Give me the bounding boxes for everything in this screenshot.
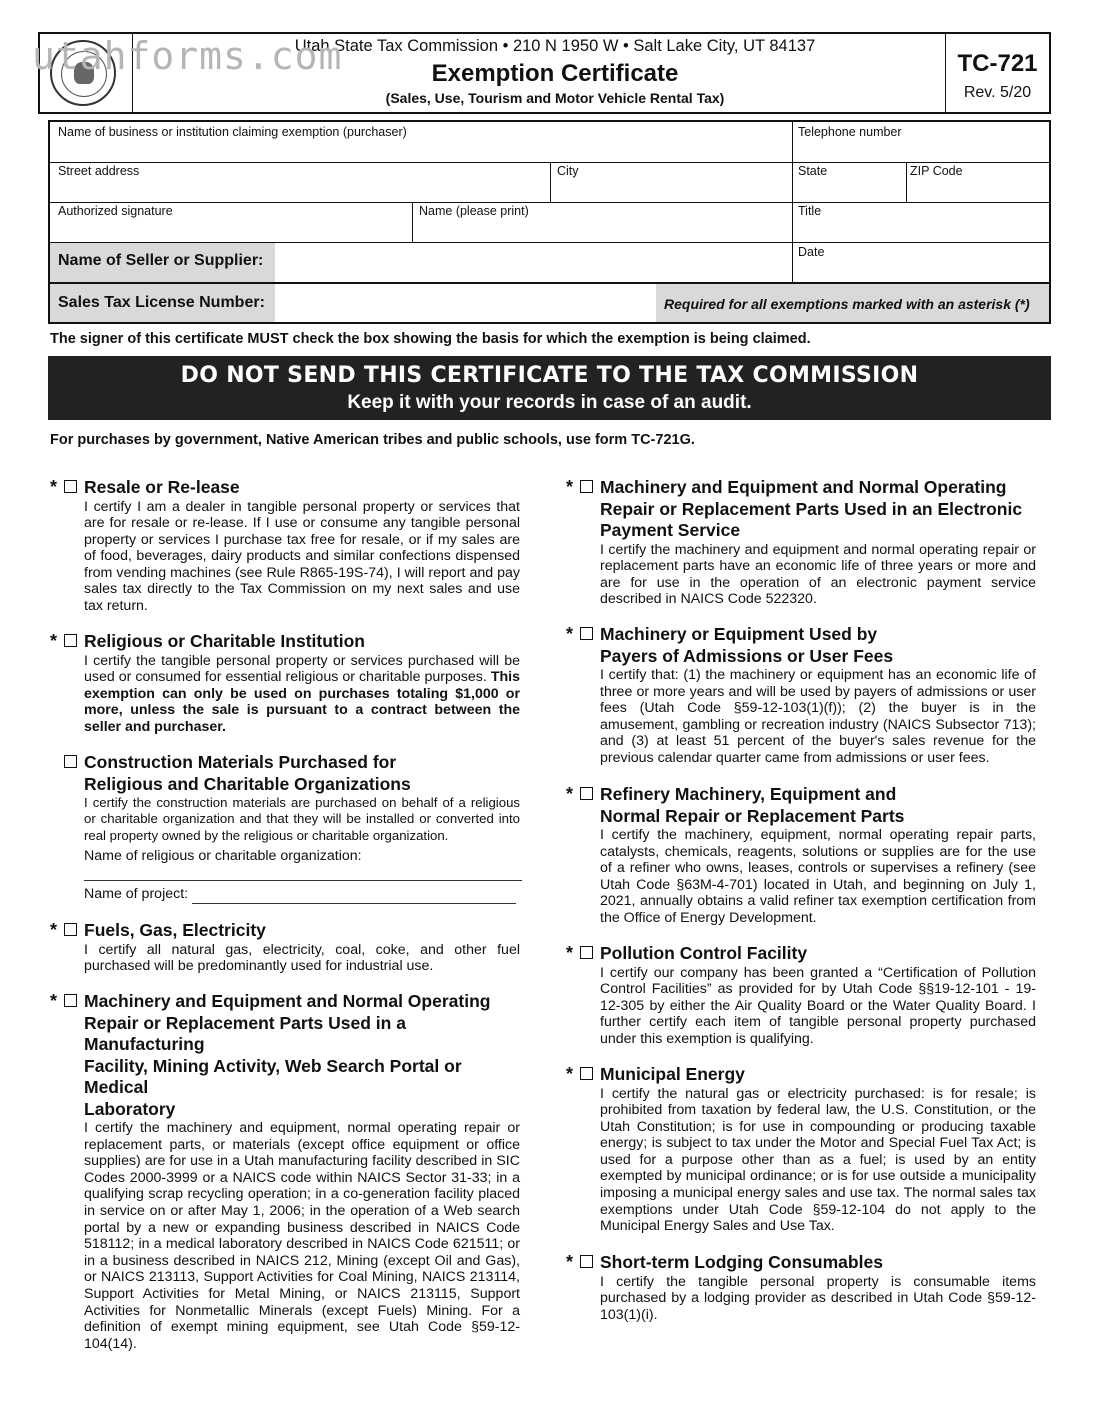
religious-section: [50, 631, 520, 735]
seller-name-label: Name of Seller or Supplier:: [58, 252, 264, 269]
asterisk: *: [50, 631, 58, 651]
resale-checkbox[interactable]: [64, 480, 77, 493]
admissions-section: [566, 624, 1036, 767]
sales-tax-license-input[interactable]: [276, 284, 656, 322]
city-field[interactable]: City: [557, 164, 579, 178]
construction-checkbox[interactable]: [64, 755, 77, 768]
manufacturing-title-line4: Laboratory: [84, 1098, 176, 1119]
asterisk: *: [566, 624, 574, 644]
project-name-input[interactable]: [192, 889, 516, 904]
construction-text: I certify the construction materials are purchased on behalf of a religious or charitable organization and that they will be installed or converted into real property owned by the religious or charitable organization.: [84, 795, 520, 843]
project-name-label: Name of project:: [84, 886, 189, 903]
lodging-title: Short-term Lodging Consumables: [600, 1252, 883, 1272]
form-revision: Rev. 5/20: [963, 84, 1032, 101]
state-field[interactable]: State: [798, 164, 828, 178]
religious-bold-text: This exemption can only be used on purchases totaling $1,000 or more, unless the sale is pursuant to a contract between the seller and purchaser.: [84, 669, 520, 735]
refinery-section: [566, 784, 1036, 927]
page-title: Exemption Certificate: [431, 60, 679, 87]
manufacturing-checkbox[interactable]: [64, 994, 77, 1007]
asterisk: *: [50, 477, 58, 497]
resale-section: [50, 477, 520, 615]
organization-name-input[interactable]: [84, 876, 522, 881]
purchaser-fields: [48, 120, 1051, 324]
municipal-energy-section: [566, 1064, 1036, 1235]
municipal-energy-checkbox[interactable]: [580, 1067, 593, 1080]
asterisk: *: [566, 943, 574, 963]
street-address-field[interactable]: Street address: [58, 164, 140, 178]
electronic-payment-section: [566, 477, 1036, 608]
refinery-title-line1: Refinery Machinery, Equipment and: [600, 784, 897, 804]
pollution-title: Pollution Control Facility: [600, 943, 808, 963]
asterisk-requirement-note: Required for all exemptions marked with an asterisk (*): [664, 296, 1030, 312]
admissions-checkbox[interactable]: [580, 627, 593, 640]
asterisk: *: [566, 784, 574, 804]
fuels-text: I certify all natural gas, electricity, coal, coke, and other fuel purchased will be predominantly used for industrial use.: [84, 941, 520, 975]
lodging-checkbox[interactable]: [580, 1255, 593, 1268]
fuels-section: [50, 920, 520, 975]
do-not-send-banner: [48, 356, 1051, 420]
lodging-text: I certify the tangible personal property is consumable items purchased by a lodging provider as described in Utah Code §59-12-103(1)(i).: [600, 1273, 1036, 1323]
refinery-text: I certify the machinery, equipment, normal operating repair parts, catalysts, chemicals, reagents, solutions or supplies are for the use of a refiner who owns, leases, controls or supervises a refinery (see Utah Code §63M-4-701) located in Utah, and beginning on July 1, 2021, annually obtains a valid refiner tax exemption certification from the Office of Energy Development.: [600, 827, 1036, 926]
government-instruction: For purchases by government, Native American tribes and public schools, use form TC-721G.: [50, 432, 695, 448]
lodging-section: [566, 1252, 1036, 1323]
manufacturing-text: I certify the machinery and equipment, normal operating repair or replacement parts, or materials (except office equipment or office supplies) are for use in a Utah manufacturing facility described in SIC Codes 2000-3999 or a NAICS code within NAICS Sector 31-33; in a qualifying scrap recycling operation; in a co-generation facility placed in service on or after May 1, 2006; in the operation of a Web search portal by a new or expanding business described in NAICS Code 518112; in a medical laboratory described in NAICS Code 621511; or in a business described in NAICS 212, Mining (except Oil and Gas), or NAICS 213113, Support Activities for Coal Mining, NAICS 213114, Support Activities for Metal Mining, or NAICS 213115, Support Activities for Nonmetallic Minerals (except Fuels) Mining. For a definition of exempt mining equipment, see Utah Code §59-12-104(14).: [84, 1120, 520, 1352]
organization-name-label: Name of religious or charitable organization:: [84, 848, 362, 865]
title-field[interactable]: Title: [798, 204, 822, 218]
electronic-payment-title-line1: Machinery and Equipment and Normal Operating: [600, 477, 1007, 497]
admissions-text: I certify that: (1) the machinery or equipment has an economic life of three or more years and will be used by payers of admissions or user fees (Utah Code §59-12-103(1)(f)); (2) the buyer is in the amusement, gambling or recreation industry (NAICS Subsector 713); and (3) at least 51 percent of the buyer's sales revenue for the previous calendar quarter came from admissions or user fees.: [600, 667, 1036, 766]
pollution-checkbox[interactable]: [580, 946, 593, 959]
refinery-title-line2: Normal Repair or Replacement Parts: [600, 805, 905, 826]
manufacturing-section: [50, 991, 520, 1352]
sales-tax-license-label: Sales Tax License Number:: [58, 294, 265, 311]
manufacturing-title-line2: Repair or Replacement Parts Used in a Manufacturing: [84, 1012, 406, 1054]
religious-checkbox[interactable]: [64, 634, 77, 647]
admissions-title-line1: Machinery or Equipment Used by: [600, 624, 878, 644]
electronic-payment-title-line2: Repair or Replacement Parts Used in an Electronic: [600, 498, 1023, 519]
asterisk: *: [50, 920, 58, 940]
electronic-payment-text: I certify the machinery and equipment and normal operating repair or replacement parts have an economic life of three years or more and are for use in the operation of an electronic payment service described in NAICS Code 522320.: [600, 541, 1036, 608]
pollution-text: I certify our company has been granted a “Certification of Pollution Control Facilities” as provided for by Utah Code §§19-12-101 - 19-12-305 by either the Air Quality Board or the Water Quality Board. I further certify each item of tangible personal property purchased under this exemption is qualifying.: [600, 964, 1036, 1047]
signer-instruction: The signer of this certificate MUST check the box showing the basis for which the exemption is being claimed.: [50, 331, 811, 347]
asterisk: *: [566, 1064, 574, 1084]
fuels-checkbox[interactable]: [64, 923, 77, 936]
municipal-energy-title: Municipal Energy: [600, 1064, 745, 1084]
date-field[interactable]: Date: [798, 245, 825, 259]
watermark: utahforms.com: [32, 34, 343, 78]
pollution-section: [566, 943, 1036, 1047]
religious-title: Religious or Charitable Institution: [84, 631, 365, 651]
municipal-energy-text: I certify the natural gas or electricity purchased: is for resale; is prohibited from taxation by federal law, the U.S. Constitution, or the Utah Constitution; is for use in compounding or producing taxable energy; is subject to tax under the Motor and Special Fuel Tax Act; is used for a purpose other than as a fuel; is used by an entity exempted by municipal ordinance; or is for use outside a municipality imposing a municipal energy sales and use tax. The normal sales tax exemptions under Utah Code §59-12-104 do not apply to the Municipal Energy Sales and Use Tax.: [600, 1085, 1036, 1235]
seller-name-input[interactable]: [276, 243, 791, 282]
signature-field[interactable]: Authorized signature: [58, 204, 173, 218]
banner-heading: DO NOT SEND THIS CERTIFICATE TO THE TAX COMMISSION: [180, 363, 919, 388]
asterisk: *: [566, 1252, 574, 1272]
asterisk: *: [50, 991, 58, 1011]
manufacturing-title-line3: Facility, Mining Activity, Web Search Portal or Medical: [84, 1055, 462, 1097]
form-number: TC-721: [957, 50, 1038, 77]
telephone-field[interactable]: Telephone number: [798, 125, 902, 139]
construction-title-line1: Construction Materials Purchased for: [84, 752, 397, 772]
manufacturing-title-line1: Machinery and Equipment and Normal Operating: [84, 991, 491, 1011]
banner-subheading: Keep it with your records in case of an audit.: [347, 392, 752, 413]
religious-text: I certify the tangible personal property or services purchased will be used or consumed for essential religious or charitable purposes.: [84, 652, 520, 686]
asterisk: *: [566, 477, 574, 497]
electronic-payment-title-line3: Payment Service: [600, 520, 741, 540]
electronic-payment-checkbox[interactable]: [580, 480, 593, 493]
fuels-title: Fuels, Gas, Electricity: [84, 920, 266, 940]
print-name-field[interactable]: Name (please print): [419, 204, 529, 218]
resale-text: I certify I am a dealer in tangible personal property or services that are for resale or re-lease. If I use or consume any tangible personal property or services I purchase tax free for resale, or if my sales are of food, beverages, dairy products and similar confections dispensed from vending machines (see Rule R865-19S-74), I will report and pay sales tax directly to the Tax Commission on my next sales and use tax return.: [84, 498, 520, 615]
resale-title: Resale or Re-lease: [84, 477, 240, 497]
zip-code-field[interactable]: ZIP Code: [910, 164, 963, 178]
agency-address: Utah State Tax Commission • 210 N 1950 W • Salt Lake City, UT 84137: [294, 37, 816, 55]
construction-section: [50, 752, 520, 904]
construction-title-line2: Religious and Charitable Organizations: [84, 773, 411, 794]
admissions-title-line2: Payers of Admissions or User Fees: [600, 645, 894, 666]
refinery-checkbox[interactable]: [580, 787, 593, 800]
purchaser-name-field[interactable]: Name of business or institution claiming exemption (purchaser): [58, 125, 407, 139]
page-subtitle: (Sales, Use, Tourism and Motor Vehicle Rental Tax): [385, 90, 725, 106]
